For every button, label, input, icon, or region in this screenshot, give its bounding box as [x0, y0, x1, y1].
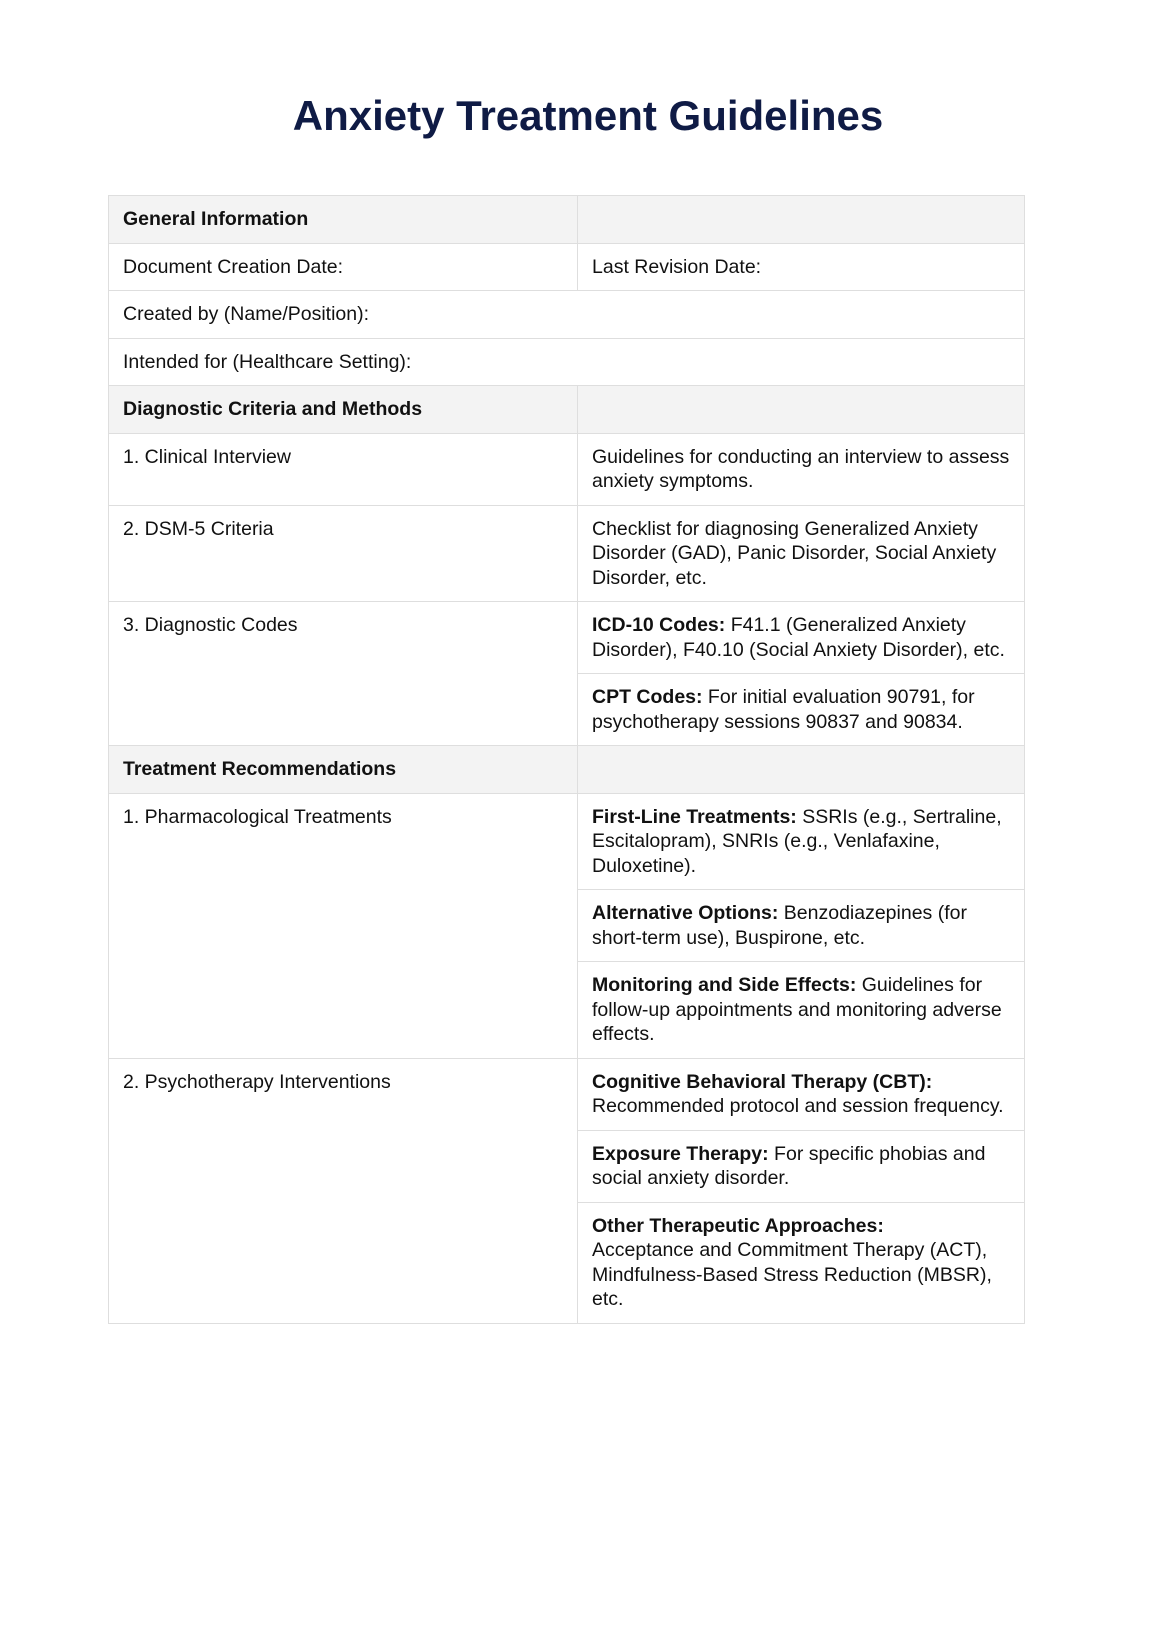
- guidelines-table: [108, 195, 1025, 1324]
- table-row: [109, 793, 1025, 890]
- item-title: Other Therapeutic Approaches:: [592, 1214, 884, 1237]
- row-text: [578, 674, 1025, 746]
- section-title: Treatment Recommendations: [109, 746, 578, 794]
- table-row: [109, 505, 1025, 602]
- item-text: F41.1 (Generalized Anxiety Disorder), F40.10 (Social Anxiety Disorder), etc.: [592, 614, 1005, 661]
- row-label: 2. Psychotherapy Interventions: [109, 1058, 578, 1323]
- row-text: [578, 962, 1025, 1059]
- row-text: [578, 1202, 1025, 1323]
- row-text: [578, 793, 1025, 890]
- section-header-treatment: [109, 746, 1025, 794]
- table-row: [109, 291, 1025, 339]
- item-title: Exposure Therapy:: [592, 1142, 769, 1165]
- section-title: General Information: [109, 196, 578, 244]
- intended-for-field: Intended for (Healthcare Setting):: [109, 338, 1025, 386]
- row-text: [578, 1130, 1025, 1202]
- table-row: [109, 243, 1025, 291]
- created-by-field: Created by (Name/Position):: [109, 291, 1025, 339]
- section-title: Diagnostic Criteria and Methods: [109, 386, 578, 434]
- row-text: [578, 602, 1025, 674]
- row-text: Checklist for diagnosing Generalized Anxiety Disorder (GAD), Panic Disorder, Social Anxiety Disorder, etc.: [578, 505, 1025, 602]
- table-row: [109, 433, 1025, 505]
- table-row: [109, 602, 1025, 674]
- row-text: [578, 890, 1025, 962]
- item-title: First-Line Treatments:: [592, 805, 797, 828]
- row-label: 1. Pharmacological Treatments: [109, 793, 578, 1058]
- item-title: Cognitive Behavioral Therapy (CBT):: [592, 1070, 933, 1093]
- item-text: Benzodiazepines (for short-term use), Buspirone, etc.: [592, 902, 967, 949]
- table-row: [109, 338, 1025, 386]
- row-label: 2. DSM-5 Criteria: [109, 505, 578, 602]
- item-text: Acceptance and Commitment Therapy (ACT), Mindfulness-Based Stress Reduction (MBSR), etc.: [592, 1239, 992, 1310]
- row-label: 1. Clinical Interview: [109, 433, 578, 505]
- item-title: ICD-10 Codes:: [592, 614, 726, 636]
- item-text: Guidelines for follow-up appointments and monitoring adverse effects.: [592, 974, 1002, 1045]
- row-text: [578, 1058, 1025, 1130]
- section-header-diagnostic: [109, 386, 1025, 434]
- page-title: Anxiety Treatment Guidelines: [292, 92, 884, 139]
- item-title: Monitoring and Side Effects:: [592, 974, 857, 996]
- row-label: 3. Diagnostic Codes: [109, 602, 578, 746]
- item-text: SSRIs (e.g., Sertraline, Escitalopram), SNRIs (e.g., Venlafaxine, Duloxetine).: [592, 805, 1002, 877]
- item-text: Recommended protocol and session frequency.: [592, 1095, 1004, 1117]
- row-text: Guidelines for conducting an interview to assess anxiety symptoms.: [578, 433, 1025, 505]
- item-text: For initial evaluation 90791, for psychotherapy sessions 90837 and 90834.: [592, 686, 975, 733]
- item-title: CPT Codes:: [592, 686, 703, 708]
- table-row: [109, 1058, 1025, 1130]
- section-header-general: [109, 196, 1025, 244]
- item-title: Alternative Options:: [592, 902, 779, 924]
- creation-date-field: Document Creation Date:: [109, 243, 578, 291]
- item-text: For specific phobias and social anxiety disorder.: [592, 1142, 986, 1189]
- revision-date-field: Last Revision Date:: [578, 243, 1025, 291]
